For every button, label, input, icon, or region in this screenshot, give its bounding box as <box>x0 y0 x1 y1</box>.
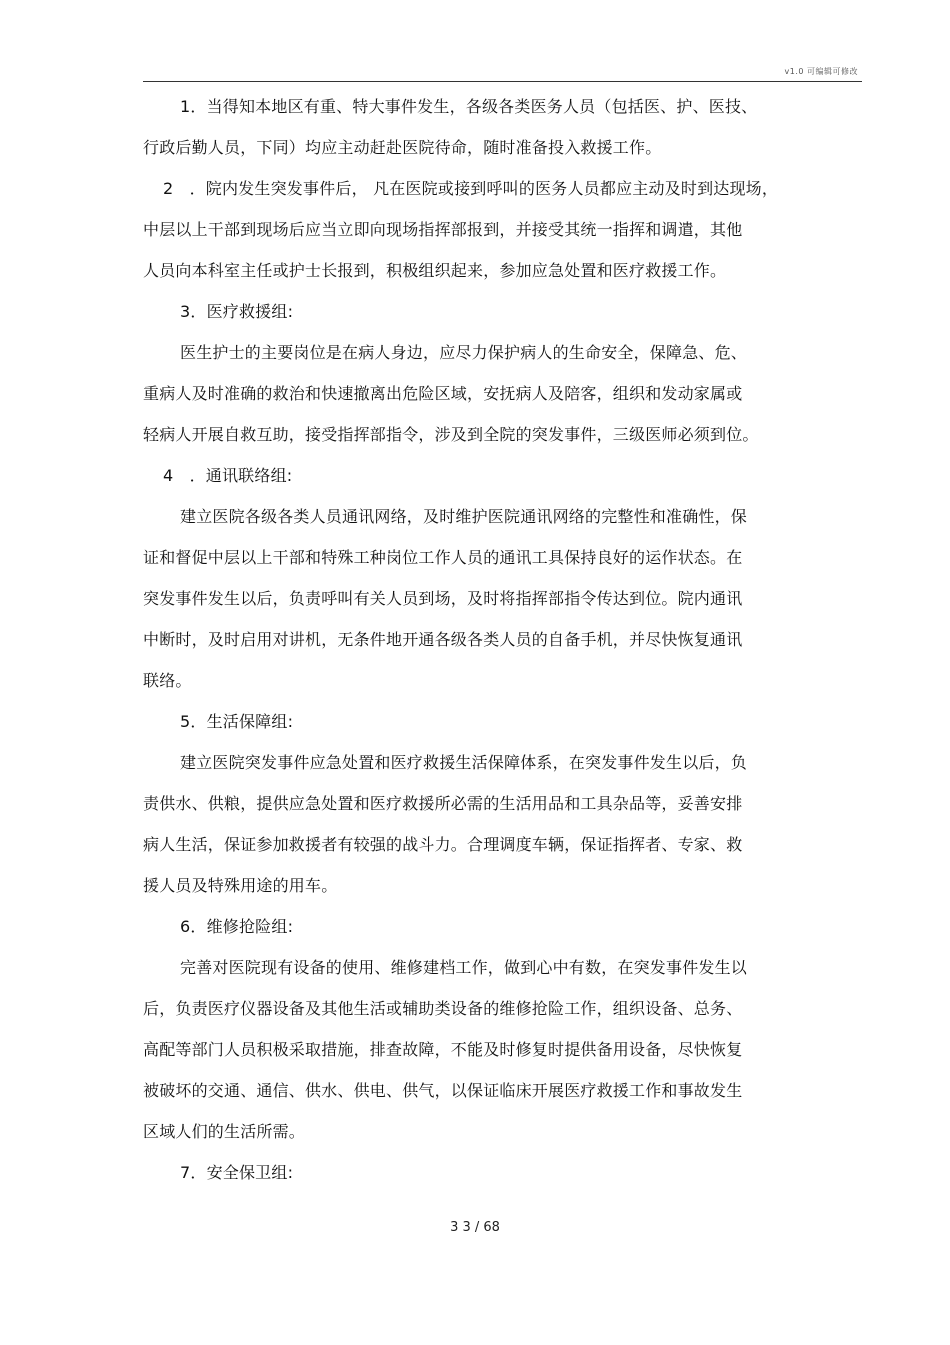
text-line: 后，负责医疗仪器设备及其他生活或辅助类设备的维修抢险工作，组织设备、总务、 <box>143 999 743 1018</box>
text-line: 高配等部门人员积极采取措施，排查故障，不能及时修复时提供备用设备，尽快恢复 <box>143 1040 743 1059</box>
text-line: 被破坏的交通、通信、供水、供电、供气，以保证临床开展医疗救援工作和事故发生 <box>143 1081 743 1100</box>
text-line: 突发事件发生以后，负责呼叫有关人员到场，及时将指挥部指令传达到位。院内通讯 <box>143 589 743 608</box>
text-line: 行政后勤人员，下同）均应主动赶赴医院待命，随时准备投入救援工作。 <box>143 138 662 157</box>
text-line: 中层以上干部到现场后应当立即向现场指挥部报到，并接受其统一指挥和调遣，其他 <box>143 220 743 239</box>
text-line: 联络。 <box>143 671 192 690</box>
header-divider <box>143 81 862 82</box>
text-line: 5．生活保障组: <box>180 712 294 731</box>
text-line: 3．医疗救援组: <box>180 302 294 321</box>
text-line: 7．安全保卫组: <box>180 1163 294 1182</box>
text-line: 中断时，及时启用对讲机，无条件地开通各级各类人员的自备手机，并尽快恢复通讯 <box>143 630 743 649</box>
text-line: 医生护士的主要岗位是在病人身边，应尽力保护病人的生命安全，保障急、危、 <box>180 343 748 362</box>
text-line: 1．当得知本地区有重、特大事件发生，各级各类医务人员（包括医、护、医技、 <box>180 97 758 116</box>
text-line: 人员向本科室主任或护士长报到，积极组织起来，参加应急处置和医疗救援工作。 <box>143 261 727 280</box>
text-line: 4 ．通讯联络组: <box>163 466 293 485</box>
text-line: 责供水、供粮，提供应急处置和医疗救援所必需的生活用品和工具杂品等，妥善安排 <box>143 794 743 813</box>
text-line: 建立医院突发事件应急处置和医疗救援生活保障体系，在突发事件发生以后，负 <box>180 753 748 772</box>
page-number: 3 3 / 68 <box>450 1220 500 1235</box>
text-line: 轻病人开展自救互助，接受指挥部指令，涉及到全院的突发事件，三级医师必须到位。 <box>143 425 759 444</box>
text-line: 2 ．院内发生突发事件后， 凡在医院或接到呼叫的医务人员都应主动及时到达现场， <box>163 179 779 198</box>
document-body <box>143 86 833 1193</box>
text-line: 建立医院各级各类人员通讯网络，及时维护医院通讯网络的完整性和准确性，保 <box>180 507 748 526</box>
text-line: 完善对医院现有设备的使用、维修建档工作，做到心中有数，在突发事件发生以 <box>180 958 748 977</box>
text-line: 重病人及时准确的救治和快速撤离出危险区域，安抚病人及陪客，组织和发动家属或 <box>143 384 743 403</box>
version-note: v1.0 可编辑可修改 <box>784 67 858 76</box>
text-line: 6．维修抢险组: <box>180 917 294 936</box>
text-line: 区域人们的生活所需。 <box>143 1122 306 1141</box>
text-line: 援人员及特殊用途的用车。 <box>143 876 338 895</box>
text-line: 证和督促中层以上干部和特殊工种岗位工作人员的通讯工具保持良好的运作状态。在 <box>143 548 743 567</box>
text-line: 病人生活，保证参加救援者有较强的战斗力。合理调度车辆，保证指挥者、专家、救 <box>143 835 743 854</box>
